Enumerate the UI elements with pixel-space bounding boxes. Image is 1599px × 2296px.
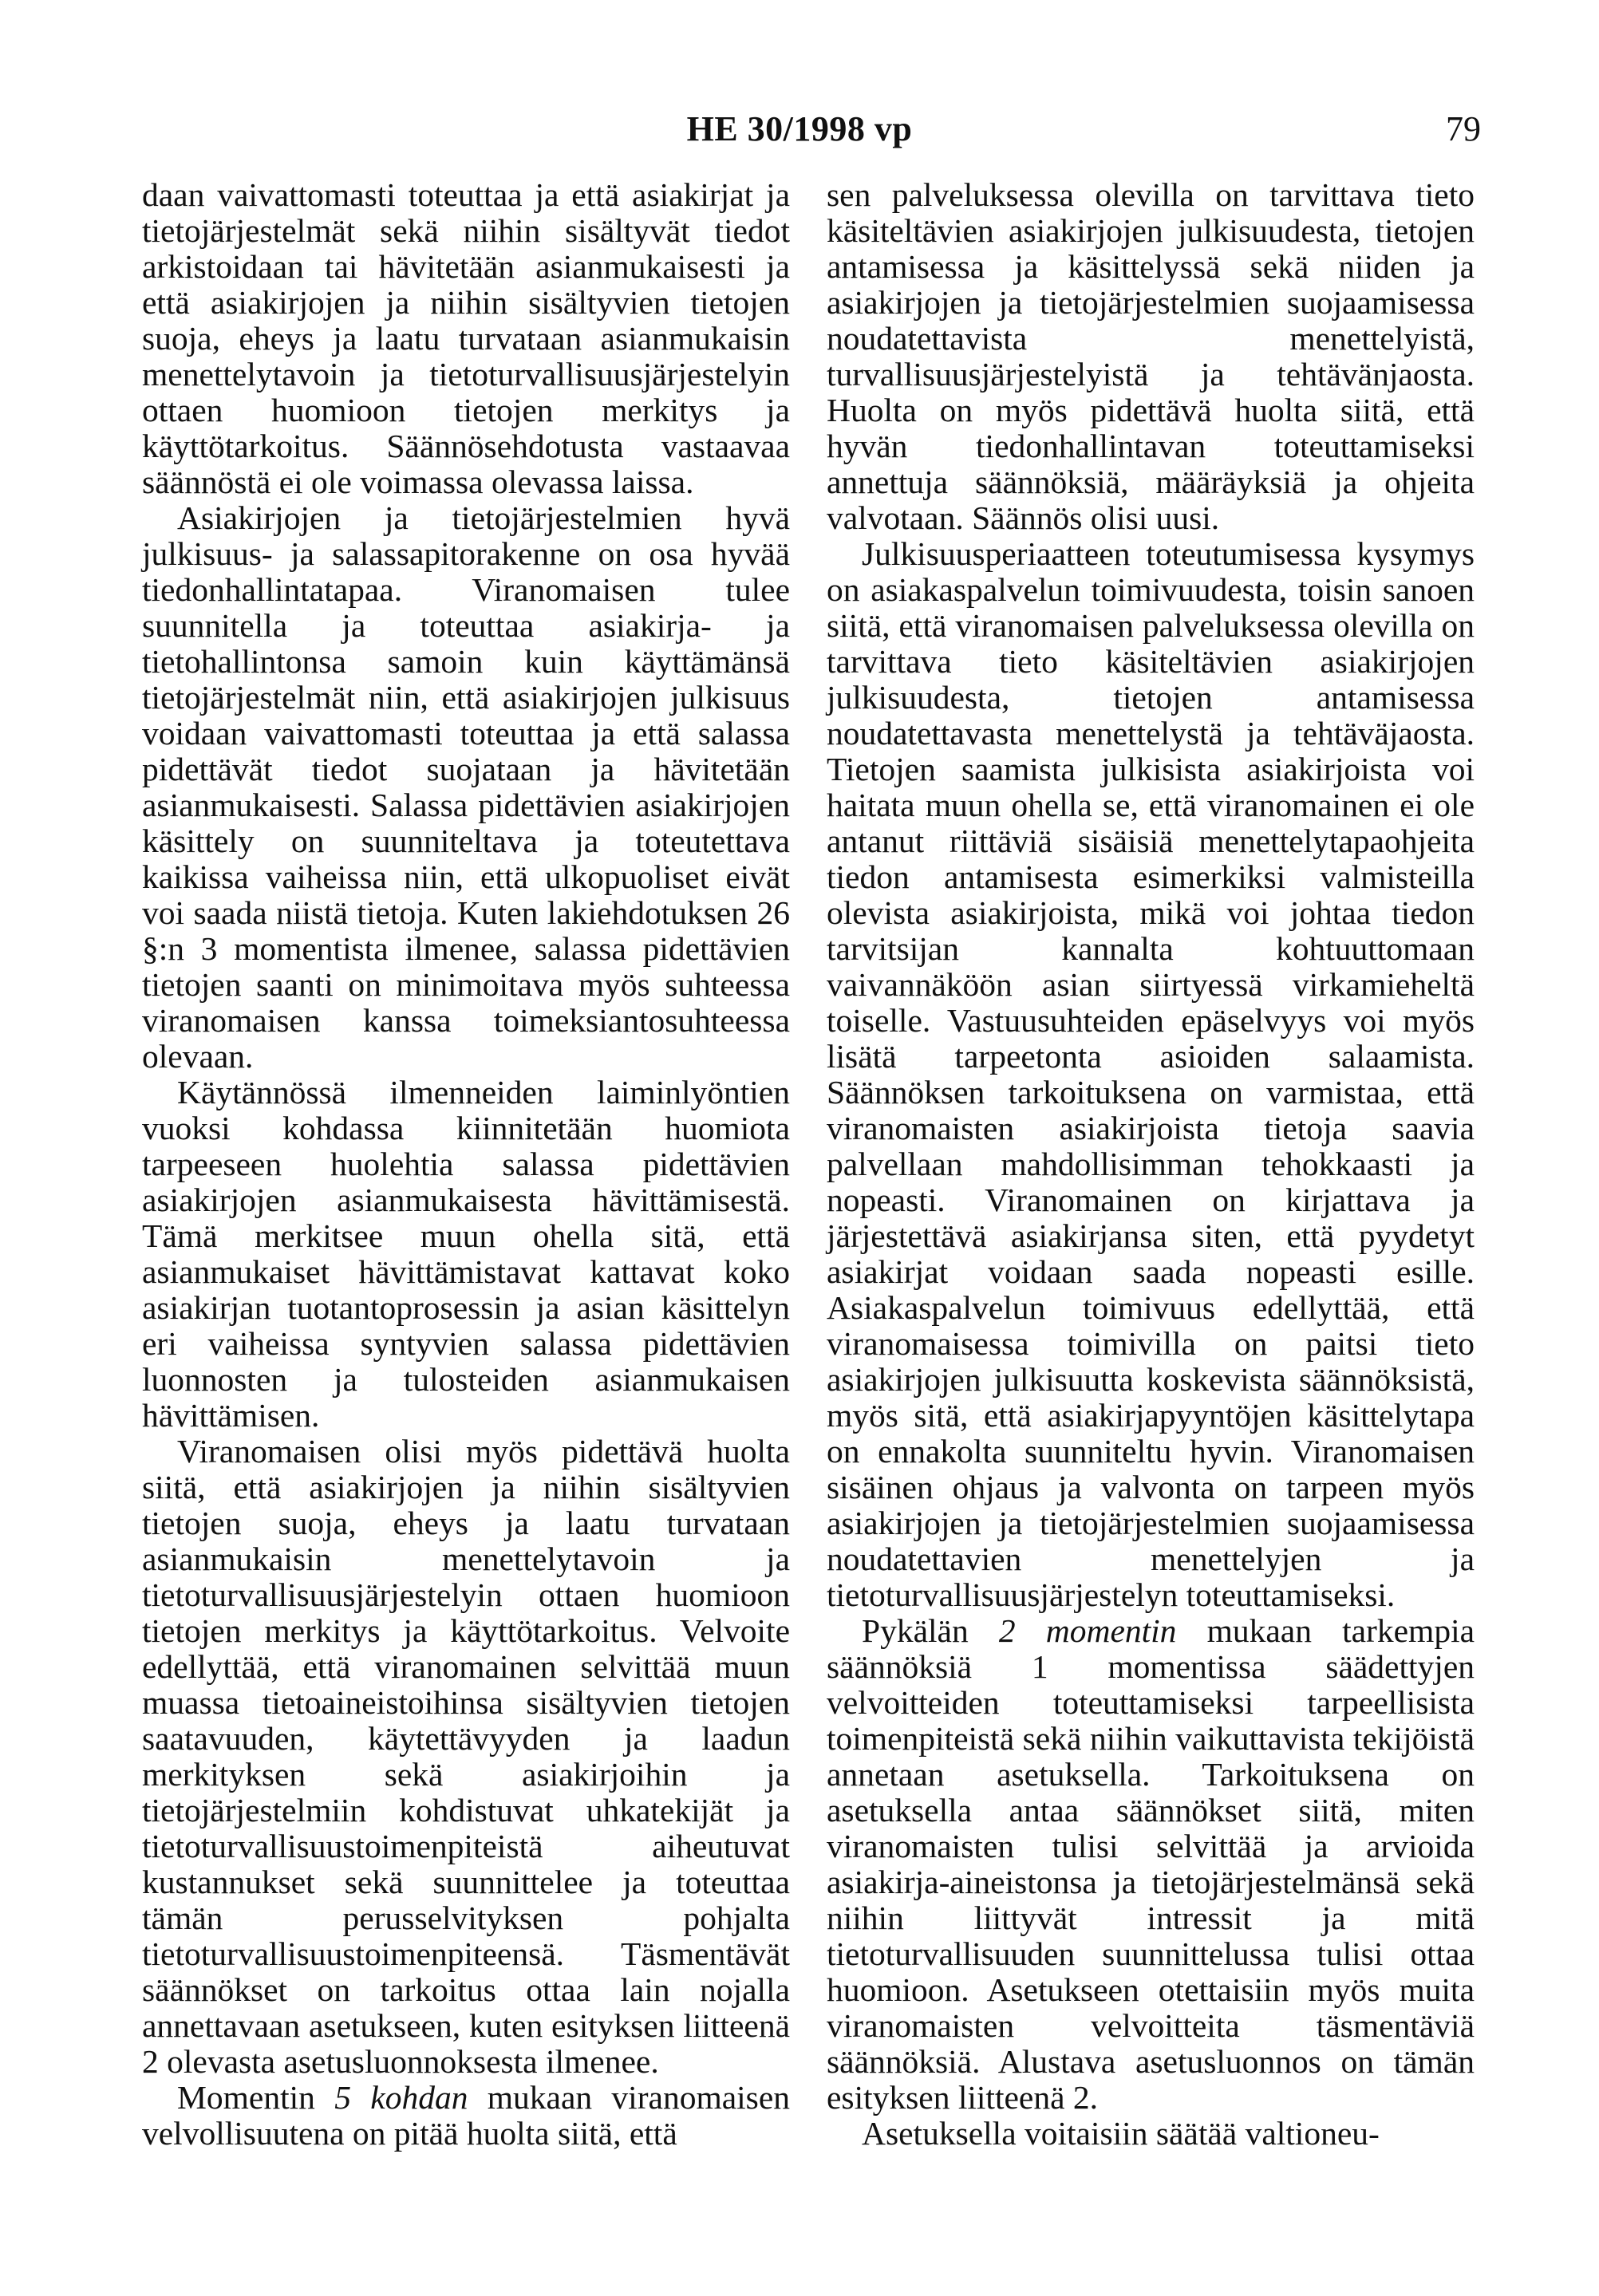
paragraph: sen palveluksessa olevilla on tarvittava tieto käsiteltävien asiakirjojen julkisuudesta, tietojen antamisessa ja käsittelyssä sekä niiden ja asiakirjojen ja tietojärjestelmien suojaamisessa noudatettavista menettelyistä, turvallisuusjärjestelyistä ja tehtävänjaosta. Huolta on myös pidettävä huolta siitä, että hyvän tiedonhallintavan toteuttamiseksi annettuja säännöksiä, määräyksiä ja ohjeita valvotaan. Säännös olisi uusi. <box>827 176 1475 536</box>
right-column <box>827 177 1475 2152</box>
paragraph-text: mukaan tarkempia säännöksiä 1 momentissa säädettyjen velvoitteiden toteuttamiseksi tarpeellisista toimenpiteistä sekä niihin vaikuttavista tekijöistä annetaan asetuksella. Tarkoituksena on asetuksella antaa säännökset siitä, miten viranomaisten tulisi selvittää ja arvioida asiakirja-aineistonsa ja tietojärjestelmänsä sekä niihin liittyvät intressit ja mitä tietoturvallisuuden suunnittelussa tulisi ottaa huomioon. Asetukseen otettaisiin myös muita viranomaisten velvoitteita täsmentäviä säännöksiä. Alustava asetusluonnos on tämän esityksen liitteenä 2. <box>827 1612 1475 2116</box>
paragraph: Asiakirjojen ja tietojärjestelmien hyvä julkisuus- ja salassapitorakenne on osa hyvää tiedonhallintatapaa. Viranomaisen tulee suunnitella ja toteuttaa asiakirja- ja tietohallintonsa samoin kuin käyttämänsä tietojärjestelmät niin, että asiakirjojen julkisuus voidaan vaivattomasti toteuttaa ja että salassa pidettävät tiedot suojataan ja hävitetään asianmukaisesti. Salassa pidettävien asiakirjojen käsittely on suunniteltava ja toteutettava kaikissa vaiheissa niin, että ulkopuoliset eivät voi saada niistä tietoja. Kuten lakiehdotuksen 26 §:n 3 momentista ilmenee, salassa pidettävien tietojen saanti on minimoitava myös suhteessa viranomaisen kanssa toimeksiantosuhteessa olevaan. <box>142 499 790 1075</box>
running-title: HE 30/1998 vp <box>686 109 913 148</box>
paragraph <box>827 1613 1475 2116</box>
paragraph: Käytännössä ilmenneiden laiminlyöntien vuoksi kohdassa kiinnitetään huomiota tarpeeseen huolehtia salassa pidettävien asiakirjojen asianmukaisesta hävittämisestä. Tämä merkitsee muun ohella sitä, että asianmukaiset hävittämistavat kattavat koko asiakirjan tuotantoprosessin ja asian käsittelyn eri vaiheissa syntyvien salassa pidettävien luonnosten ja tulosteiden asianmukaisen hävittämisen. <box>142 1074 790 1434</box>
emphasis-text: 2 momentin <box>998 1612 1177 1649</box>
paragraph-text: Momentin <box>177 2079 335 2116</box>
paragraph <box>142 2080 790 2152</box>
paragraph: Viranomaisen olisi myös pidettävä huolta siitä, että asiakirjojen ja niihin sisältyvien tietojen suoja, eheys ja laatu turvataan asianmukaisin menettelytavoin ja tietoturvallisuusjärjestelyin ottaen huomioon tietojen merkitys ja käyttötarkoitus. Velvoite edellyttää, että viranomainen selvittää muun muassa tietoaineistoihinsa sisältyvien tietojen saatavuuden, käytettävyyden ja laadun merkityksen sekä asiakirjoihin ja tietojärjestelmiin kohdistuvat uhkatekijät ja tietoturvallisuustoimenpiteistä aiheutuvat kustannukset sekä suunnittelee ja toteuttaa tämän perusselvityksen pohjalta tietoturvallisuustoimenpiteensä. Täsmentävät säännökset on tarkoitus ottaa lain nojalla annettavaan asetukseen, kuten esityksen liitteenä 2 olevasta asetusluonnoksesta ilmenee. <box>142 1433 790 2080</box>
emphasis-text: 5 kohdan <box>334 2079 468 2116</box>
paragraph-text: mukaan viranomaisen velvollisuutena on pitää huolta siitä, että <box>142 2079 790 2152</box>
page-number: 79 <box>1446 109 1481 148</box>
page-header <box>0 108 1599 156</box>
paragraph: daan vaivattomasti toteuttaa ja että asiakirjat ja tietojärjestelmät sekä niihin sisältyvät tiedot arkistoidaan tai hävitetään asianmukaisesti ja että asiakirjojen ja niihin sisältyvien tietojen suoja, eheys ja laatu turvataan asianmukaisin menettelytavoin ja tietoturvallisuusjärjestelyin ottaen huomioon tietojen merkitys ja käyttötarkoitus. Säännösehdotusta vastaavaa säännöstä ei ole voimassa olevassa laissa. <box>142 176 790 500</box>
paragraph: Asetuksella voitaisiin säätää valtioneu- <box>862 2115 1380 2152</box>
paragraph: Julkisuusperiaatteen toteutumisessa kysymys on asiakaspalvelun toimivuudesta, toisin sanoen siitä, että viranomaisen palveluksessa olevilla on tarvittava tieto käsiteltävien asiakirjojen julkisuudesta, tietojen antamisessa noudatettavasta menettelystä ja tehtäväjaosta. Tietojen saamista julkisista asiakirjoista voi haitata muun ohella se, että viranomainen ei ole antanut riittäviä sisäisiä menettelytapaohjeita tiedon antamisesta esimerkiksi valmisteilla olevista asiakirjoista, mikä voi johtaa tiedon tarvitsijan kannalta kohtuuttomaan vaivannäköön asian siirtyessä virkamieheltä toiselle. Vastuusuhteiden epäselvyys voi myös lisätä tarpeetonta asioiden salaamista. Säännöksen tarkoituksena on varmistaa, että viranomaisten asiakirjoista tietoja saavia palvellaan mahdollisimman tehokkaasti ja nopeasti. Viranomainen on kirjattava ja järjestettävä asiakirjansa siten, että pyydetyt asiakirjat voidaan saada nopeasti esille. Asiakaspalvelun toimivuus edellyttää, että viranomaisessa toimivilla on paitsi tieto asiakirjojen julkisuutta koskevista säännöksistä, myös sitä, että asiakirjapyyntöjen käsittelytapa on ennakolta suunniteltu hyvin. Viranomaisen sisäinen ohjaus ja valvonta on tarpeen myös asiakirjojen ja tietojärjestelmien suojaamisessa noudatettavien menettelyjen ja tietoturvallisuusjärjestelyn toteuttamiseksi. <box>827 535 1475 1613</box>
left-column <box>142 177 790 2152</box>
paragraph-text: Pykälän <box>862 1612 999 1649</box>
